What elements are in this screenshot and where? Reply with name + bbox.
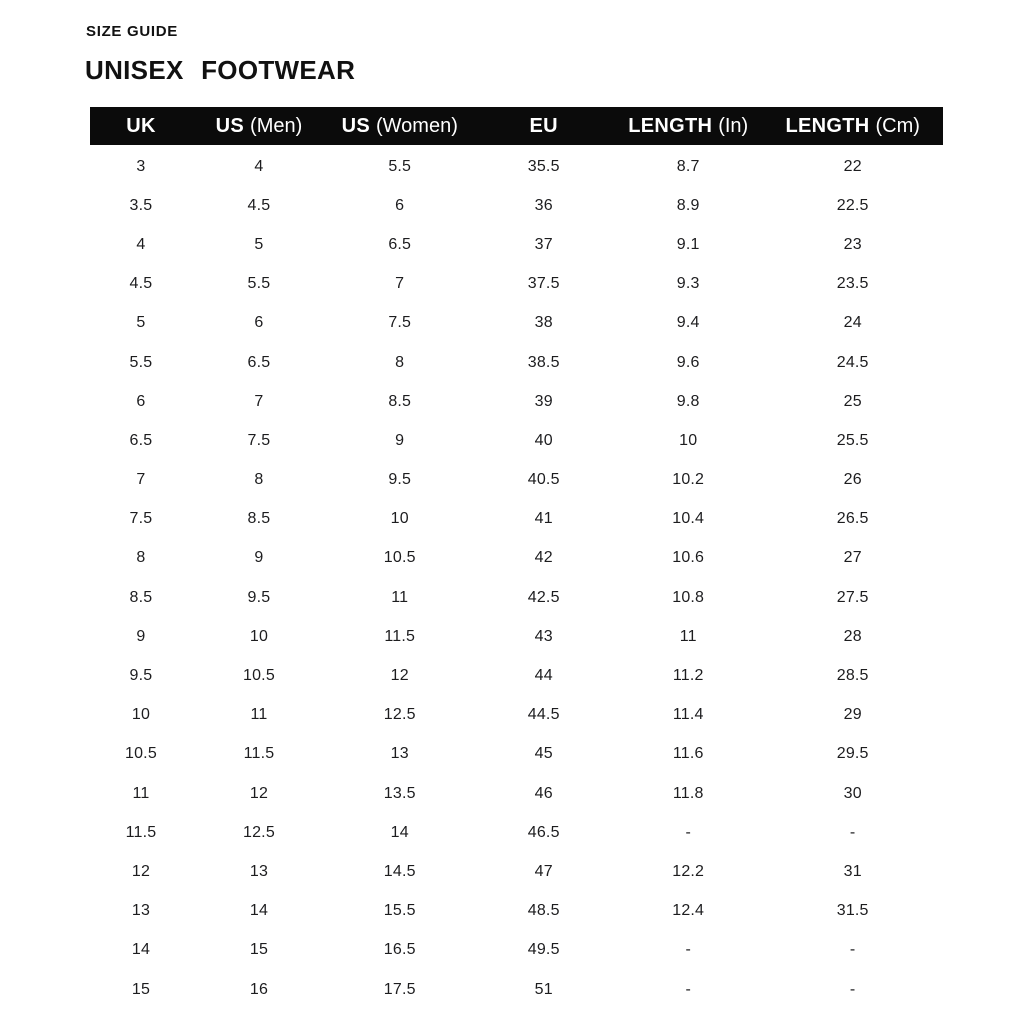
table-cell: 6.5: [388, 235, 412, 253]
column-header: [90, 116, 192, 136]
table-cell: 8: [136, 549, 146, 567]
table-cell: 4: [254, 157, 264, 175]
table-cell: 9.5: [129, 667, 153, 685]
table-cell: 51: [534, 980, 553, 998]
table-cell: 31.5: [836, 902, 869, 920]
table-row: [90, 852, 943, 891]
table-cell: 3: [136, 157, 146, 175]
table-cell: 6.5: [129, 431, 153, 449]
table-cell: 31: [843, 862, 862, 880]
column-header-name: EU: [529, 115, 558, 137]
table-cell: 10: [131, 706, 151, 724]
table-cell: 7: [395, 275, 405, 293]
table-cell: 11.8: [672, 784, 704, 802]
table-cell: 12.5: [242, 823, 275, 841]
table-cell: 26: [843, 471, 862, 489]
table-cell: 10.4: [672, 510, 705, 528]
table-cell: -: [849, 941, 856, 959]
table-row: [90, 774, 943, 813]
table-row: [90, 147, 943, 186]
table-row: [90, 343, 943, 382]
table-cell: 8.7: [676, 157, 700, 175]
table-cell: 9.8: [676, 392, 700, 410]
table-cell: 10.6: [672, 549, 705, 567]
table-cell: 47: [534, 862, 553, 880]
table-cell: 37: [534, 235, 553, 253]
table-row: [90, 931, 943, 970]
table-row: [90, 186, 943, 225]
table-cell: 15: [249, 941, 269, 959]
table-cell: 12.4: [672, 902, 705, 920]
table-cell: 9.1: [676, 235, 700, 253]
table-cell: 8.5: [129, 588, 153, 606]
table-cell: 9: [136, 627, 146, 645]
table-cell: 12.2: [672, 862, 705, 880]
table-cell: 3.5: [129, 196, 153, 214]
table-cell: 9.5: [247, 588, 271, 606]
column-header-name: US: [341, 115, 370, 137]
table-cell: 41: [534, 510, 553, 528]
table-cell: 25: [843, 392, 862, 410]
table-row: [90, 225, 943, 264]
table-cell: 11: [250, 706, 268, 724]
table-cell: 5.5: [388, 157, 412, 175]
table-row: [90, 696, 943, 735]
table-cell: 15.5: [383, 902, 416, 920]
table-cell: 49.5: [527, 941, 560, 959]
table-cell: 27: [843, 549, 862, 567]
table-body: [90, 145, 943, 1009]
table-cell: 10: [679, 431, 698, 449]
table-cell: 7: [136, 471, 146, 489]
table-row: [90, 970, 943, 1009]
table-cell: 4: [136, 235, 146, 253]
table-row: [90, 656, 943, 695]
column-header: [326, 116, 473, 136]
table-cell: -: [685, 823, 691, 841]
table-cell: 14.5: [383, 862, 416, 880]
table-cell: 12.5: [383, 706, 416, 724]
table-cell: 44.5: [527, 706, 560, 724]
table-cell: 12: [249, 784, 269, 802]
table-cell: 11: [391, 588, 409, 606]
table-cell: 9: [395, 431, 405, 449]
table-row: [90, 421, 943, 460]
table-cell: 42: [534, 549, 553, 567]
table-row: [90, 500, 943, 539]
table-cell: 4.5: [129, 275, 153, 293]
table-cell: 10.2: [672, 471, 705, 489]
table-row: [90, 382, 943, 421]
table-cell: 38: [534, 314, 553, 332]
table-cell: 4.5: [247, 196, 271, 214]
table-cell: 11: [679, 627, 697, 645]
column-header-name: UK: [126, 115, 156, 137]
table-cell: 7.5: [388, 314, 412, 332]
table-cell: 37.5: [527, 275, 560, 293]
table-cell: 10.8: [672, 588, 705, 606]
table-cell: 13: [390, 745, 409, 763]
table-cell: 8.5: [388, 392, 412, 410]
table-cell: 14: [249, 902, 269, 920]
table-cell: 17.5: [383, 980, 416, 998]
table-row: [90, 735, 943, 774]
table-cell: 39: [534, 392, 553, 410]
table-cell: 24.5: [836, 353, 869, 371]
page-title: UNISEX FOOTWEAR: [85, 55, 356, 85]
table-cell: 14: [131, 941, 151, 959]
table-cell: -: [849, 980, 856, 998]
table-cell: 9.3: [676, 275, 700, 293]
column-header-unit: (Cm): [875, 115, 920, 137]
table-cell: 6: [136, 392, 146, 410]
table-row: [90, 265, 943, 304]
column-header-name: LENGTH: [785, 115, 870, 137]
table-cell: 25.5: [836, 431, 869, 449]
table-cell: 23: [843, 235, 862, 253]
table-cell: 46: [534, 784, 553, 802]
table-cell: 40: [534, 431, 553, 449]
table-row: [90, 813, 943, 852]
size-guide-label: SIZE GUIDE: [86, 23, 179, 40]
table-cell: 7.5: [247, 431, 271, 449]
table-cell: 45: [534, 745, 553, 763]
table-header-row: [90, 107, 943, 145]
table-cell: 9.5: [388, 471, 412, 489]
table-cell: 26.5: [836, 510, 869, 528]
table-row: [90, 617, 943, 656]
table-cell: 28: [843, 627, 862, 645]
table-cell: 8.5: [247, 510, 271, 528]
table-cell: 5: [136, 314, 146, 332]
column-header-unit: (Women): [375, 115, 458, 137]
table-cell: -: [685, 980, 691, 998]
table-cell: 12: [390, 667, 409, 685]
table-cell: 22.5: [836, 196, 869, 214]
table-cell: 10: [390, 510, 409, 528]
table-cell: 8: [254, 471, 264, 489]
table-cell: 16: [249, 980, 269, 998]
table-cell: 42.5: [527, 588, 560, 606]
table-cell: -: [849, 823, 856, 841]
table-cell: 11.5: [243, 745, 275, 763]
table-cell: 11.6: [672, 745, 704, 763]
table-cell: 7.5: [129, 510, 153, 528]
table-cell: 10.5: [124, 745, 157, 763]
table-cell: 6: [395, 196, 405, 214]
size-table: [90, 107, 943, 1009]
table-cell: 11: [132, 784, 150, 802]
table-cell: 14: [390, 823, 409, 841]
table-row: [90, 539, 943, 578]
table-cell: 43: [534, 627, 553, 645]
table-cell: 46.5: [527, 823, 560, 841]
table-cell: 29.5: [836, 745, 869, 763]
table-row: [90, 578, 943, 617]
column-header: [614, 116, 763, 136]
table-cell: 11.5: [384, 627, 416, 645]
table-cell: 9.6: [676, 353, 700, 371]
table-cell: 40.5: [527, 471, 560, 489]
table-cell: 9: [254, 549, 264, 567]
column-header: [192, 116, 326, 136]
table-cell: 10: [249, 627, 269, 645]
table-row: [90, 304, 943, 343]
table-cell: 13: [249, 862, 269, 880]
table-row: [90, 892, 943, 931]
table-cell: 35.5: [527, 157, 560, 175]
table-cell: 5: [254, 235, 264, 253]
table-cell: 28.5: [836, 667, 869, 685]
table-cell: 11.5: [125, 823, 157, 841]
table-cell: 15: [131, 980, 151, 998]
table-cell: 10.5: [383, 549, 416, 567]
table-cell: 22: [843, 157, 862, 175]
table-cell: 6: [254, 314, 264, 332]
table-cell: 13.5: [383, 784, 416, 802]
column-header: [762, 116, 942, 136]
table-cell: 7: [254, 392, 264, 410]
table-cell: 11.2: [672, 667, 704, 685]
table-cell: 29: [843, 706, 862, 724]
table-cell: 38.5: [527, 353, 560, 371]
table-cell: 5.5: [247, 275, 271, 293]
table-row: [90, 461, 943, 500]
table-cell: 10.5: [242, 667, 275, 685]
table-cell: 23.5: [836, 275, 869, 293]
table-cell: 24: [843, 314, 862, 332]
table-cell: 48.5: [527, 902, 560, 920]
table-cell: 30: [843, 784, 862, 802]
table-cell: 5.5: [129, 353, 153, 371]
table-cell: 16.5: [383, 941, 416, 959]
table-cell: 8.9: [676, 196, 700, 214]
table-cell: 27.5: [836, 588, 869, 606]
table-cell: 9.4: [676, 314, 700, 332]
table-cell: 36: [534, 196, 553, 214]
column-header-unit: (In): [718, 115, 749, 137]
table-cell: 11.4: [672, 706, 704, 724]
column-header: [473, 116, 613, 136]
table-cell: 6.5: [247, 353, 271, 371]
column-header-name: LENGTH: [628, 115, 713, 137]
table-cell: 12: [131, 862, 151, 880]
column-header-name: US: [215, 115, 245, 137]
table-cell: 8: [395, 353, 405, 371]
table-cell: 13: [131, 902, 151, 920]
column-header-unit: (Men): [250, 115, 303, 137]
table-cell: 44: [534, 667, 553, 685]
table-cell: -: [685, 941, 691, 959]
